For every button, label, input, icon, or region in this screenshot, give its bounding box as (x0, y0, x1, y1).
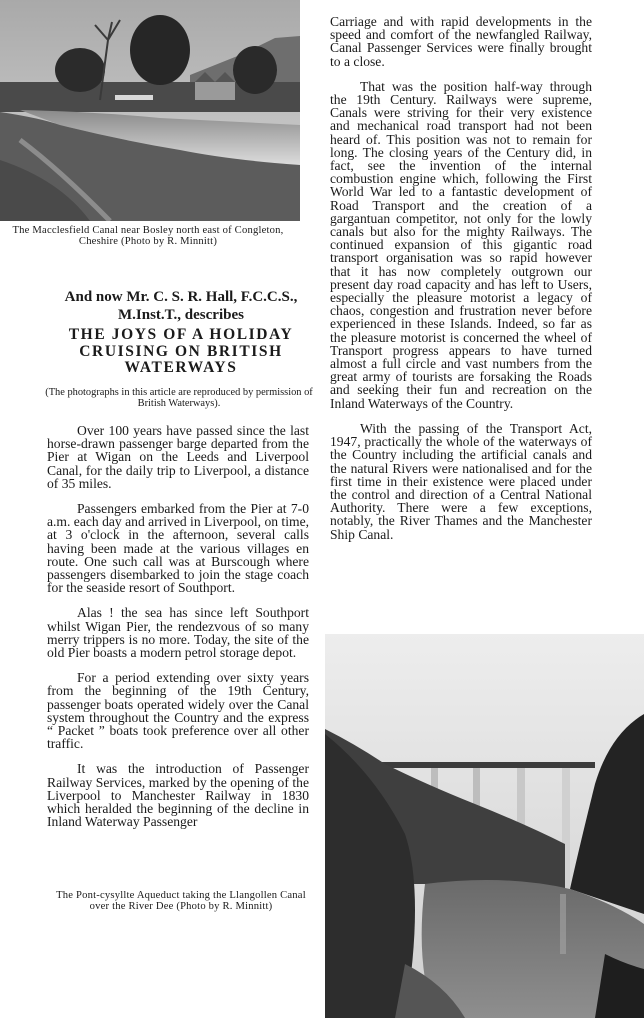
article-byline: And now Mr. C. S. R. Hall, F.C.C.S., M.Inst.T., describes (64, 289, 298, 323)
article-heading (48, 288, 314, 377)
paragraph: Over 100 years have passed since the last horse-drawn passenger barge departed from the Pier at Wigan on the Leeds and Liverpool Canal, for the daily trip to Liverpool, a distance of 35 miles. (47, 423, 309, 491)
canal-landscape-image (0, 0, 300, 221)
paragraph: Alas ! the sea has since left Southport whilst Wigan Pier, the rendezvous of so many merry trippers is no more. Today, the site of the old Pier boasts a modern petrol storage depot. (47, 605, 309, 661)
paragraph: That was the position half-way through the 19th Century. Railways were supreme, Canals were striving for their very existence and mechanical road transport had not been heard of. This position was not to remain for long. The closing years of the Century did, in fact, see the invention of the internal combustion engine which, following the First World War led to a fantastic development of Road Transport and the creation of a gargantuan competitor, not only for the lowly canals but also for the mighty Railways. The continued expansion of this gigantic road transport organisation was so rapid however that it has now completely outgrown our present day road capacity and has left to Users, especially the pleasure motorist a legacy of chaos, congestion and frustration never before experienced in these Islands. Indeed, so far as the pleasure motorist is concerned the wheel of Transport progress appears to have turned almost a full circle and vast numbers from the great army of tourists are forsaking the Roads and seeking their fun and recreation on the Inland Waterways of the Country. (330, 78, 592, 411)
paragraph: It was the introduction of Passenger Railway Services, marked by the opening of the Liverpool to Manchester Railway in 1830 which heralded the beginning of the decline in Inland Waterway Passenger (47, 761, 309, 830)
left-text-column (47, 424, 309, 840)
permission-note: (The photographs in this article are reproduced by permission of British Waterways). (45, 387, 313, 409)
photo-caption-top: The Macclesfield Canal near Bosley north east of Congleton, Cheshire (Photo by R. Minnitt) (12, 225, 284, 247)
aqueduct-river-image (325, 634, 644, 1018)
paragraph-continued: Carriage and with rapid developments in the speed and comfort of the newfangled Railway, Canal Passenger Services were finally brought to a close. (330, 14, 592, 69)
paragraph: Passengers embarked from the Pier at 7-0 a.m. each day and arrived in Liverpool, on time, at 3 o'clock in the afternoon, several calls having been made at the various villages en route. One such call was at Burscough where passengers disembarked to join the stage coach for the seaside resort of Southport. (47, 501, 309, 596)
photo-macclesfield-canal (0, 0, 300, 221)
paragraph: For a period extending over sixty years from the beginning of the 19th Century, passenger boats operated widely over the Canal system throughout the Country and the express “ Packet ” boats took preference over all other traffic. (47, 670, 309, 752)
photo-pontcysyllte-aqueduct (325, 634, 644, 1018)
right-text-column (330, 15, 592, 553)
article-title: THE JOYS OF A HOLIDAY CRUISING ON BRITISH WATERWAYS (68, 326, 294, 376)
photo-caption-bottom: The Pont-cysyllte Aqueduct taking the Llangollen Canal over the River Dee (Photo by R. Minnitt) (56, 890, 306, 912)
paragraph: With the passing of the Transport Act, 1947, practically the whole of the waterways of the Country including the artificial canals and the natural Rivers were nationalised and for the first time in their existence were placed under the control and direction of a Central National Authority. There were a few exceptions, notably, the River Thames and the Manchester Ship Canal. (330, 420, 592, 542)
